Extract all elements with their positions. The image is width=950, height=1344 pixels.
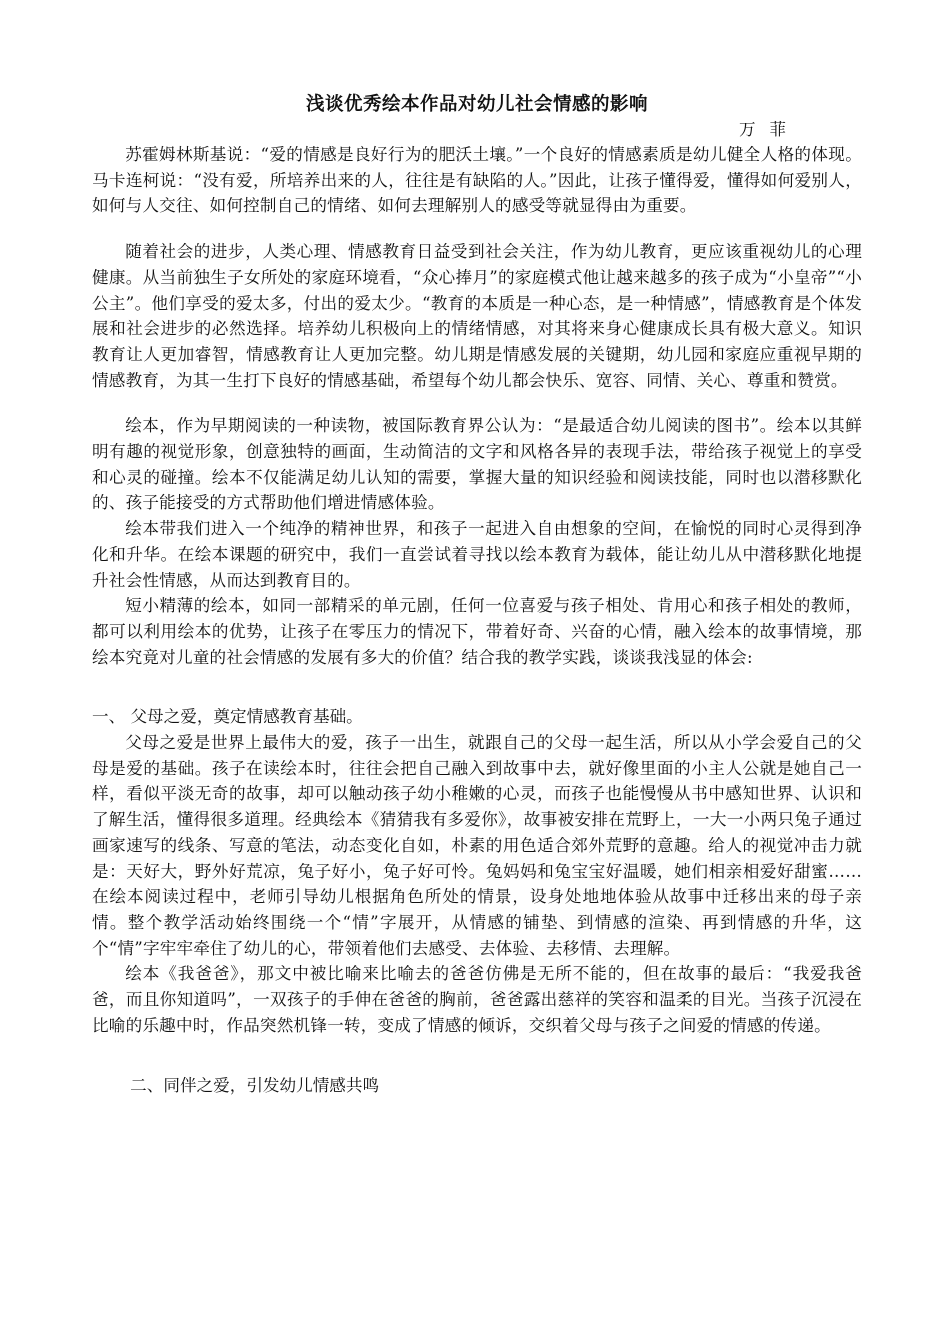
paragraph-5: 短小精薄的绘本，如同一部精采的单元剧，任何一位喜爱与孩子相处、肯用心和孩子相处的教师，都可以利用绘本的优势，让孩子在零压力的情况下，带着好奇、兴奋的心情，融入绘本的故事情境，那绘本究竟对儿童的社会情感的发展有多大的价值？结合我的教学实践，谈谈我浅显的体会: [92,596,862,667]
paragraph-1: 苏霍姆林斯基说：“爱的情感是良好行为的肥沃土壤。”一个良好的情感素质是幼儿健全人格的体现。马卡连柯说：“没有爱，所培养出来的人，往往是有缺陷的人。”因此，让孩子懂得爱，懂得如何爱别人，如何与人交往、如何控制自己的情绪、如何去理解别人的感受等就显得由为重要。 [92,145,862,216]
author-name: 万菲 [739,120,800,139]
document-page [92,92,862,1098]
section-heading-1: 一、 父母之爱，奠定情感教育基础。 [92,707,363,727]
paragraph-2: 随着社会的进步，人类心理、情感教育日益受到社会关注，作为幼儿教育，更应该重视幼儿的心理健康。从当前独生子女所处的家庭环境看，“众心捧月”的家庭模式他让越来越多的孩子成为“小皇帝”“小公主”。他们享受的爱太多，付出的爱太少。“教育的本质是一种心态，是一种情感”，情感教育是个体发展和社会进步的必然选择。培养幼儿积极向上的情绪情感，对其将来身心健康成长具有极大意义。知识教育让人更加睿智，情感教育让人更加完整。幼儿期是情感发展的关键期，幼儿园和家庭应重视早期的情感教育，为其一生打下良好的情感基础，希望每个幼儿都会快乐、宽容、同情、关心、尊重和赞赏。 [92,242,862,390]
section-spacer [92,670,862,704]
paragraph-3: 绘本，作为早期阅读的一种读物，被国际教育界公认为：“是最适合幼儿阅读的图书”。绘本以其鲜明有趣的视觉形象，创意独特的画面，生动简洁的文字和风格各异的表现手法，带给孩子视觉上的享受和心灵的碰撞。绘本不仅能满足幼儿认知的需要，掌握大量的知识经验和阅读技能，同时也以潜移默化的、孩子能接受的方式帮助他们增进情感体验。 [92,416,862,513]
paragraph-7: 绘本《我爸爸》，那文中被比喻来比喻去的爸爸仿佛是无所不能的，但在故事的最后：“我爱我爸爸，而且你知道吗”，一双孩子的手伸在爸爸的胸前，爸爸露出慈祥的笑容和温柔的目光。当孩子沉浸在比喻的乐趣中时，作品突然机锋一转，变成了情感的倾诉，交织着父母与孩子之间爱的情感的传递。 [92,964,862,1035]
section-spacer [92,1039,862,1073]
paragraph-6: 父母之爱是世界上最伟大的爱，孩子一出生，就跟自己的父母一起生活，所以从小学会爱自己的父母是爱的基础。孩子在读绘本时，往往会把自己融入到故事中去，就好像里面的小主人公就是她自己一样，看似平淡无奇的故事，却可以触动孩子幼小稚嫩的心灵，而孩子也能慢慢从书中感知世界、认识和了解生活，懂得很多道理。经典绘本《猜猜我有多爱你》，故事被安排在荒野上，一大一小两只兔子通过画家速写的线条、写意的笔法，动态变化自如，朴素的用色适合郊外荒野的意趣。给人的视觉冲击力就是：天好大，野外好荒凉，兔子好小，兔子好可怜。兔妈妈和兔宝宝好温暖，她们相亲相爱好甜蜜……在绘本阅读过程中，老师引导幼儿根据角色所处的情景，设身处地地体验从故事中迁移出来的母子亲情。整个教学活动始终围绕一个“情”字展开，从情感的铺垫、到情感的渲染、再到情感的升华，这个“情”字牢牢牵住了幼儿的心，带领着他们去感受、去体验、去移情、去理解。 [92,733,862,958]
document-title: 浅谈优秀绘本作品对幼儿社会情感的影响 [305,94,648,115]
paragraph-4: 绘本带我们进入一个纯净的精神世界，和孩子一起进入自由想象的空间，在愉悦的同时心灵得到净化和升华。在绘本课题的研究中，我们一直尝试着寻找以绘本教育为载体，能让幼儿从中潜移默化地提升社会性情感，从而达到教育目的。 [92,519,862,590]
paragraph-spacer [92,393,862,413]
paragraph-spacer [92,219,862,239]
section-heading-2: 二、同伴之爱，引发幼儿情感共鸣 [130,1075,380,1095]
